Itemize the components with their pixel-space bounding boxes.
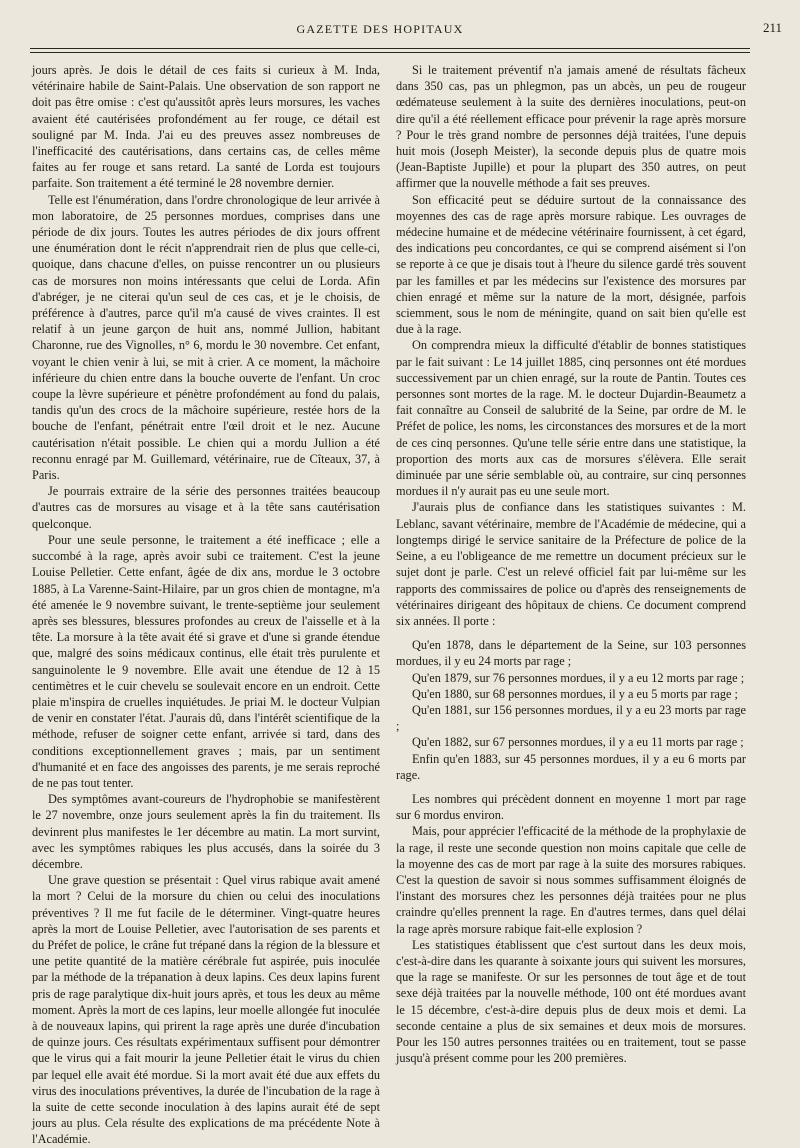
page-number: 211	[762, 20, 782, 35]
paragraph: Les nombres qui précèdent donnent en moyenne 1 mort par rage sur 6 mordus environ.	[396, 791, 746, 823]
paragraph: On comprendra mieux la difficulté d'établir de bonnes statistiques par le fait suivant : Le 14 juillet 1885, cinq personnes ont été mordues successivement par un chien enragé, sur la route de Pantin. Toutes ces personnes sont mortes de la rage. M. le docteur Dujardin-Beaumetz a fait connaître au Conseil de salubrité de la Seine, par ordre de M. le Préfet de police, les noms, les circonstances des morsures et de la mort de ces cinq personnes. Qu'une telle série entre dans une statistique, la proportion des morts aux cas de morsures s'élèvera. Elle serait diminuée par une série semblable où, au contraire, sur cinq personnes mordues il n'y aurait pas eu une seule mort.	[396, 338, 746, 499]
header-rule-thick	[30, 48, 750, 49]
paragraph: Je pourrais extraire de la série des personnes traitées beaucoup d'autres cas de morsures au visage et à la tête sans cautérisation quelconque.	[32, 484, 380, 531]
paragraph: J'aurais plus de confiance dans les statistiques suivantes : M. Leblanc, savant vétérinaire, membre de l'Académie de médecine, qui a longtemps dirigé le service sanitaire de la Préfecture de police de la Seine, a eu l'obligeance de me remettre un document précieux sur le sujet dont je parle. C'est un relevé officiel fait par lui-même sur les rapports des commissaires de police ou d'après des renseignements de vétérinaires dirigeant des hôpitaux de chiens. Ce document comprend six années. Il porte :	[396, 500, 746, 628]
statistic-line: Enfin qu'en 1883, sur 45 personnes mordues, il y a eu 6 morts par rage.	[396, 751, 746, 782]
paragraph: Telle est l'énumération, dans l'ordre chronologique de leur arrivée à mon laboratoire, de 25 personnes mordues, comprises dans une période de dix jours. Toutes les autres périodes de dix jours offrent une énumération dont le récit n'apprendrait rien de plus que celle-ci, quoique, dans chacune d'elles, on puisse rencontrer un ou plusieurs cas de morsures non moins intéressants que celui de Lorda. Afin d'abréger, je ne citerai qu'un seul de ces cas, et je le choisis, de préférence à d'autres, parce qu'il m'a causé de vives craintes. Il est relatif à un jeune garçon de huit ans, nommé Jullion, habitant Charonne, rue des Vignolles, n° 6, mordu le 30 novembre. Cet enfant, voyant le chien venir à lui, se mit à crier. A ce moment, la mâchoire inférieure du chien entre dans la bouche ouverte de l'enfant. Un croc coupe la lèvre supérieure et pénètre profondément au fond du palais, tandis qu'un des crocs de la mâchoire supérieure, restée hors de la bouche de l'enfant, pénétrait entre l'œil droit et le nez. Aucune cautérisation n'était possible. Le chien qui a mordu Jullion a été reconnu enragé par M. Guillemard, vétérinaire, rue de Cîteaux, 37, à Paris.	[32, 192, 380, 483]
running-title: GAZETTE DES HOPITAUX	[296, 22, 464, 36]
paragraph: Si le traitement préventif n'a jamais amené de résultats fâcheux dans 350 cas, pas un phlegmon, pas un abcès, un peu de rougeur œdémateuse seulement à la suite des dernières inoculations, peut-on dire qu'il a été réellement efficace pour prévenir la rage après morsure ? Pour le très grand nombre de personnes déjà traitées, l'une depuis huit mois (Joseph Meister), la seconde depuis plus de quatre mois (Jean-Baptiste Jupille) et pour la plupart des 350 autres, on peut affirmer que la nouvelle méthode a fait ses preuves.	[396, 63, 746, 191]
paragraph: jours après. Je dois le détail de ces faits si curieux à M. Inda, vétérinaire habile de Saint-Palais. Une observation de son rapport ne doit pas être omise : c'est qu'aussitôt après leurs morsures, les vaches avaient été cautérisées profondément au fer rouge, ce détail est souligné par M. Inda. J'ai eu des preuves assez nombreuses de l'inefficacité des cautérisations, dans certains cas, de celles même faites au fer rouge et sans retard. La santé de Lorda est toujours parfaite. Son traitement a été terminé le 28 novembre dernier.	[32, 63, 380, 191]
paragraph: Une grave question se présentait : Quel virus rabique avait amené la mort ? Celui de la morsure du chien ou celui des inoculations préventives ? Il me fut facile de le déterminer. Vingt-quatre heures après la mort de Louise Pelletier, avec l'autorisation de ses parents et du Préfet de police, le crâne fut trépané dans la région de la blessure et une petite quantité de la matière cérébrale fut aspirée, puis inoculée par la méthode de la trépanation à deux lapins. Ces deux lapins furent pris de rage paralytique dix-huit jours après, et tous les deux au même moment. Après la mort de ces lapins, leur moelle allongée fut inoculée à de nouveaux lapins, qui prirent la rage après une durée d'incubation de quinze jours. Ces résultats expérimentaux suffisent pour démontrer que le virus qui a fait mourir la jeune Pelletier était le virus du chien par lequel elle avait été mordue. Si la mort avait été due aux effets du virus des inoculations préventives, la durée de l'incubation de la rage à la suite de cette seconde inoculation à des lapins aurait été de sept jours au plus. Cela résulte des explications de ma précédente Note à l'Académie.	[32, 873, 380, 1147]
paragraph: Son efficacité peut se déduire surtout de la connaissance des moyennes des cas de rage après morsure rabique. Les ouvrages de médecine humaine et de médecine vétérinaire fournissent, à cet égard, des indications peu concordantes, ce qui se comprend aisément si l'on se reporte à ce que je disais tout à l'heure du silence gardé très souvent par les familles et par les médecins sur l'existence des morsures par chien enragé et même sur la nature de la mort, désignée, parfois sciemment, sous le nom de méningite, quand on sait bien qu'elle est due à la rage.	[396, 192, 746, 337]
statistic-line: Qu'en 1878, dans le département de la Seine, sur 103 personnes mordues, il y eu 24 morts par rage ;	[396, 638, 746, 669]
statistic-line: Qu'en 1882, sur 67 personnes mordues, il y a eu 11 morts par rage ;	[412, 735, 744, 750]
right-column	[396, 62, 746, 1066]
paragraph: Pour une seule personne, le traitement a été inefficace ; elle a succombé à la rage, après avoir subi ce traitement. C'est la jeune Louise Pelletier. Cette enfant, âgée de dix ans, mordue le 3 octobre 1885, à La Varenne-Saint-Hilaire, par un gros chien de montagne, m'a été amenée le 9 novembre suivant, le trente-septième jour seulement après ses blessures, blessures profondes au creux de l'aisselle et à la tête. La morsure à la tête avait été si grave et d'une si grande étendue que, malgré des soins médicaux continus, elle était très purulente et sanguinolente le 9 novembre. Elle avait une étendue de 12 à 15 centimètres et le cuir chevelu se soulevait encore en un endroit. Cette plaie m'inspira de cruelles inquiétudes. Je priai M. le docteur Vulpian de venir en constater l'état. J'aurais dû, dans l'intérêt scientifique de la méthode, refuser de soigner cette enfant, arrivée si tard, dans des conditions exceptionnellement graves ; mais, par un sentiment d'humanité et en face des angoisses des parents, je me serais reproché de ne pas tout tenter.	[32, 532, 380, 790]
left-column	[32, 62, 380, 1148]
paragraph: Mais, pour apprécier l'efficacité de la méthode de la prophylaxie de la rage, il reste une seconde question non moins capitale que celle de la moyenne des cas de mort par rage à la suite des morsures rabiques. C'est la question de savoir si nous sommes suffisamment éloignés de l'instant des morsures chez les personnes déjà traitées pour ne plus craindre qu'elles prennent la rage. En d'autres termes, dans quel délai la rage après morsure rabique fait-elle explosion ?	[396, 824, 746, 936]
header-rule-thin	[30, 52, 750, 53]
page-header	[30, 20, 782, 42]
paragraph: Les statistiques établissent que c'est surtout dans les deux mois, c'est-à-dire dans les quarante à soixante jours qui suivent les morsures, que la rage se manifeste. Or sur les personnes de tout âge et de tout sexe déjà traitées par la nouvelle méthode, 100 ont été mordues avant le 15 décembre, c'est-à-dire depuis plus de deux mois et demi. La seconde centaine a plus de six semaines et deux mois de morsures. Pour les 150 autres personnes traitées ou en traitement, tout se passe jusqu'à présent comme pour les 200 premières.	[396, 937, 746, 1066]
paragraph: Des symptômes avant-coureurs de l'hydrophobie se manifestèrent le 27 novembre, onze jours seulement après la fin du traitement. Ils devinrent plus manifestes le 1er décembre au matin. La mort survint, avec les symptômes rabiques les plus accusés, dans la soirée du 3 décembre.	[32, 792, 380, 871]
statistic-line: Qu'en 1879, sur 76 personnes mordues, il y a eu 12 morts par rage ;	[412, 670, 745, 685]
statistic-line: Qu'en 1881, sur 156 personnes mordues, il y a eu 23 morts par rage ;	[396, 702, 746, 734]
statistic-line: Qu'en 1880, sur 68 personnes mordues, il y a eu 5 morts par rage ;	[412, 686, 738, 701]
